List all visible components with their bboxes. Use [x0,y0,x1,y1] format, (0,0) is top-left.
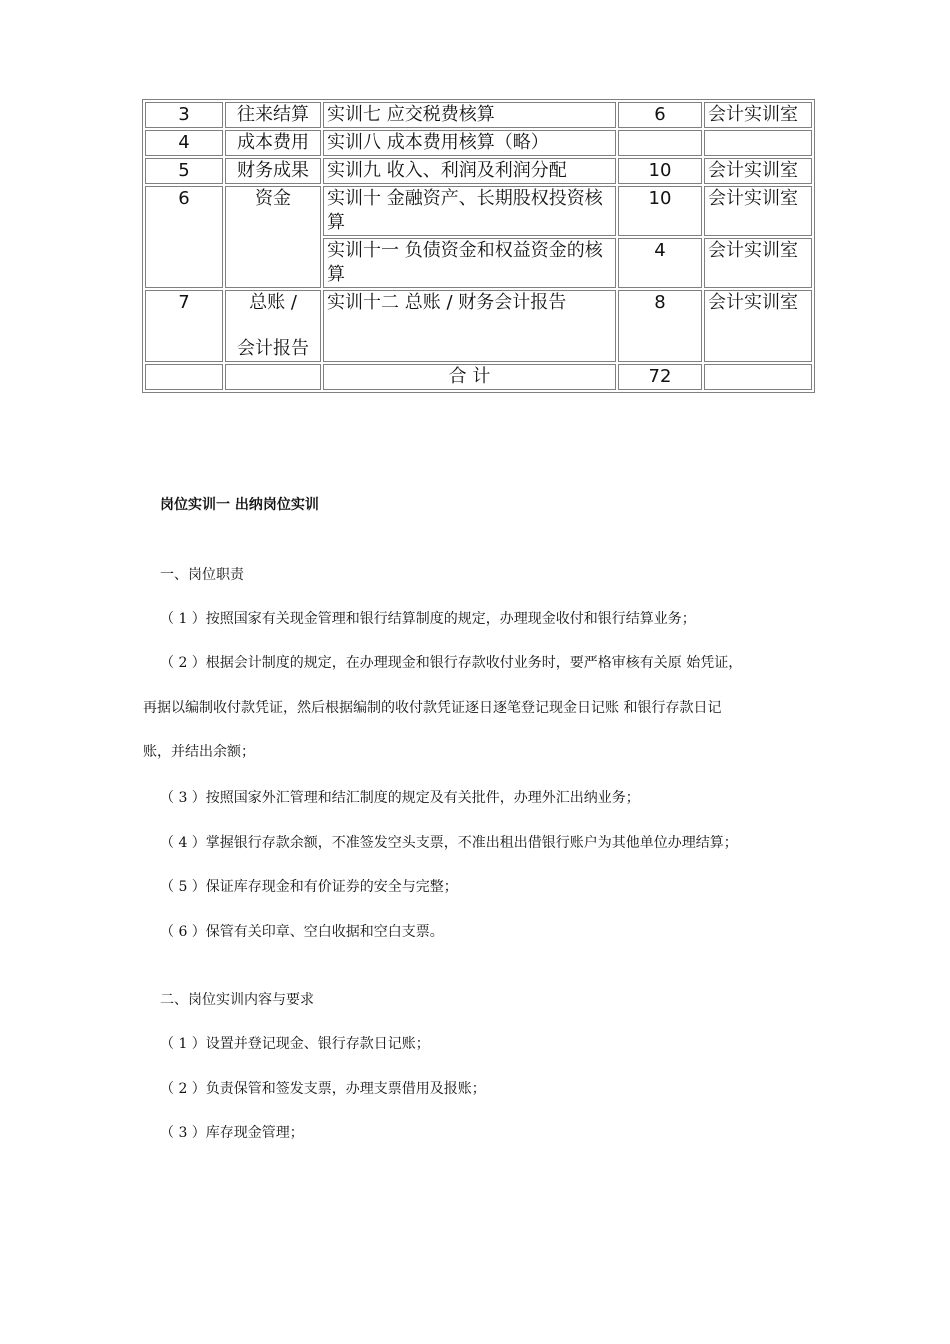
table-row [145,130,812,156]
requirement-item: （ 1 ）设置并登记现金、银行存款日记账； [160,1036,430,1052]
row-hours: 10 [618,186,702,236]
row-item: 实训七 应交税费核算 [323,102,616,128]
table-row [145,186,812,236]
duty-item: （ 4 ）掌握银行存款余额，不准签发空头支票，不准出租出借银行账户为其他单位办理结算； [160,835,738,851]
row-number: 7 [145,290,223,362]
total-label: 合 计 [323,364,616,390]
row-place [704,130,812,156]
duty-item-continued: 账，并结出余额； [143,744,255,760]
total-empty-cell [145,364,223,390]
row-hours [618,130,702,156]
section-title: 岗位实训一 出纳岗位实训 [160,497,319,513]
row-hours: 6 [618,102,702,128]
row-item: 实训八 成本费用核算（略） [323,130,616,156]
row-place: 会计实训室 [704,186,812,236]
row-hours: 4 [618,238,702,288]
table-total-row [145,364,812,390]
row-category: 成本费用 [225,130,321,156]
heading-duties: 一、岗位职责 [160,567,244,583]
category-line1: 总账 / [249,292,297,313]
duty-item: （ 5 ）保证库存现金和有价证券的安全与完整； [160,879,458,895]
duty-item: （ 6 ）保管有关印章、空白收据和空白支票。 [160,924,444,940]
row-category [225,290,321,362]
duty-item: （ 1 ）按照国家有关现金管理和银行结算制度的规定，办理现金收付和银行结算业务； [160,611,696,627]
requirement-item: （ 3 ）库存现金管理； [160,1125,304,1141]
row-hours: 10 [618,158,702,184]
table-row [145,290,812,362]
row-number: 6 [145,186,223,288]
category-line2: 会计报告 [237,338,309,359]
row-place: 会计实训室 [704,290,812,362]
row-hours: 8 [618,290,702,362]
row-item: 实训十一 负债资金和权益资金的核算 [323,238,616,288]
duty-item: （ 2 ）根据会计制度的规定，在办理现金和银行存款收付业务时，要严格审核有关原 始凭证， [160,655,743,671]
row-item: 实训十二 总账 / 财务会计报告 [323,290,616,362]
row-item: 实训十 金融资产、长期股权投资核算 [323,186,616,236]
course-schedule-table [142,99,815,393]
row-place: 会计实训室 [704,238,812,288]
heading-requirements: 二、岗位实训内容与要求 [160,992,314,1008]
table-row [145,102,812,128]
row-number: 4 [145,130,223,156]
row-place: 会计实训室 [704,102,812,128]
row-place: 会计实训室 [704,158,812,184]
total-empty-cell [225,364,321,390]
row-number: 5 [145,158,223,184]
row-category: 财务成果 [225,158,321,184]
row-category: 资金 [225,186,321,288]
row-number: 3 [145,102,223,128]
requirement-item: （ 2 ）负责保管和签发支票，办理支票借用及报账； [160,1081,486,1097]
table-row [145,158,812,184]
duty-item: （ 3 ）按照国家外汇管理和结汇制度的规定及有关批件，办理外汇出纳业务； [160,790,640,806]
total-empty-cell [704,364,812,390]
row-category: 往来结算 [225,102,321,128]
duty-item-continued: 再据以编制收付款凭证，然后根据编制的收付款凭证逐日逐笔登记现金日记账 和银行存款日记 [143,700,722,716]
row-item: 实训九 收入、利润及利润分配 [323,158,616,184]
total-hours: 72 [618,364,702,390]
